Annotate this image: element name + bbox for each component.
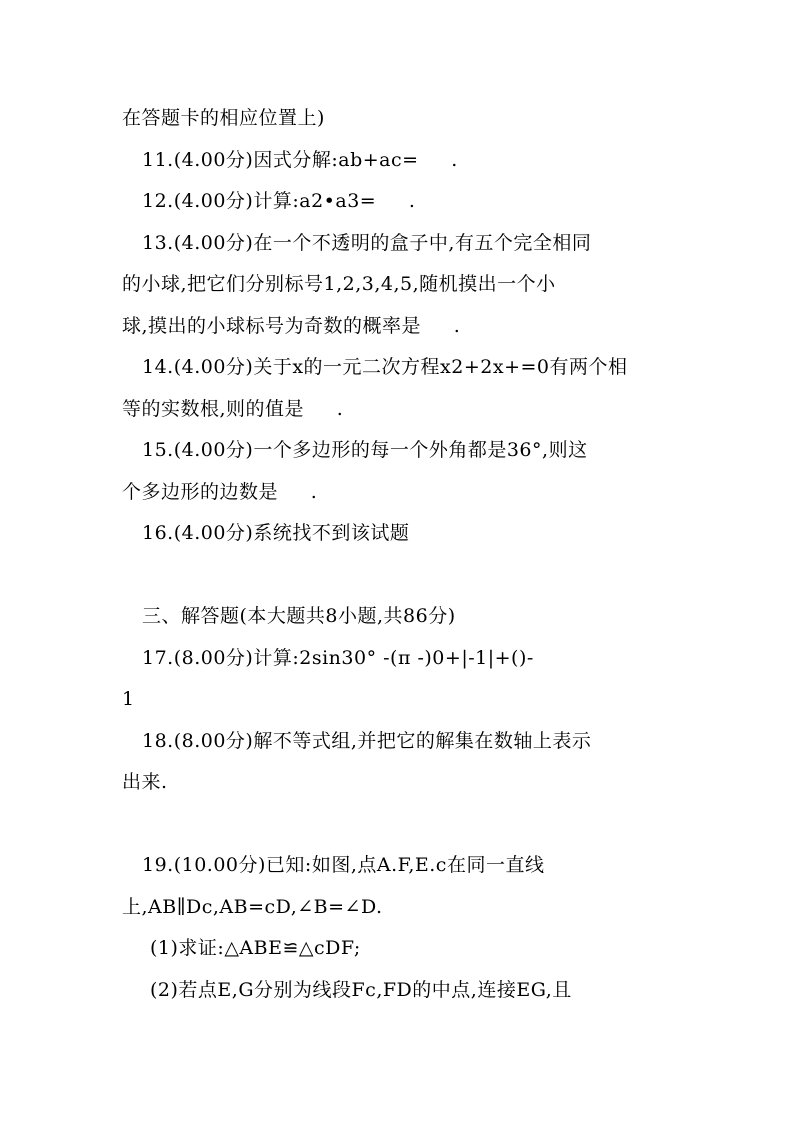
question-11: 11.(4.00分)因式分解:ab+ac= . bbox=[142, 149, 458, 171]
question-13-line-3: 球,摸出的小球标号为奇数的概率是 . bbox=[122, 315, 461, 337]
section-3-heading: 三、解答题(本大题共8小题,共86分) bbox=[142, 605, 456, 627]
question-17-line-1: 17.(8.00分)计算:2sin30° -(π -)0+|-1|+()- bbox=[142, 647, 534, 669]
question-18-line-1: 18.(8.00分)解不等式组,并把它的解集在数轴上表示 bbox=[142, 730, 592, 752]
question-18-line-2: 出来. bbox=[122, 771, 168, 793]
question-17-line-2: 1 bbox=[122, 688, 135, 710]
question-13-line-2: 的小球,把它们分别标号1,2,3,4,5,随机摸出一个小 bbox=[122, 273, 556, 295]
question-13-line-1: 13.(4.00分)在一个不透明的盒子中,有五个完全相同 bbox=[142, 232, 592, 254]
question-19-part-2: (2)若点E,G分别为线段Fc,FD的中点,连接EG,且 bbox=[150, 979, 572, 1001]
question-15-line-1: 15.(4.00分)一个多边形的每一个外角都是36°,则这 bbox=[142, 439, 588, 461]
question-19-part-1: (1)求证:△ABE≌△cDF; bbox=[150, 937, 361, 959]
question-19-line-1: 19.(10.00分)已知:如图,点A.F,E.c在同一直线 bbox=[142, 854, 545, 876]
question-14-line-2: 等的实数根,则的值是 . bbox=[122, 398, 344, 420]
text-line-continuation: 在答题卡的相应位置上) bbox=[122, 107, 325, 129]
question-15-line-2: 个多边形的边数是 . bbox=[122, 481, 318, 503]
question-12: 12.(4.00分)计算:a2•a3= . bbox=[142, 190, 416, 212]
question-16: 16.(4.00分)系统找不到该试题 bbox=[142, 522, 410, 544]
question-14-line-1: 14.(4.00分)关于x的一元二次方程x2+2x+=0有两个相 bbox=[142, 356, 628, 378]
question-19-line-2: 上,AB∥Dc,AB=cD,∠B=∠D. bbox=[122, 896, 383, 918]
